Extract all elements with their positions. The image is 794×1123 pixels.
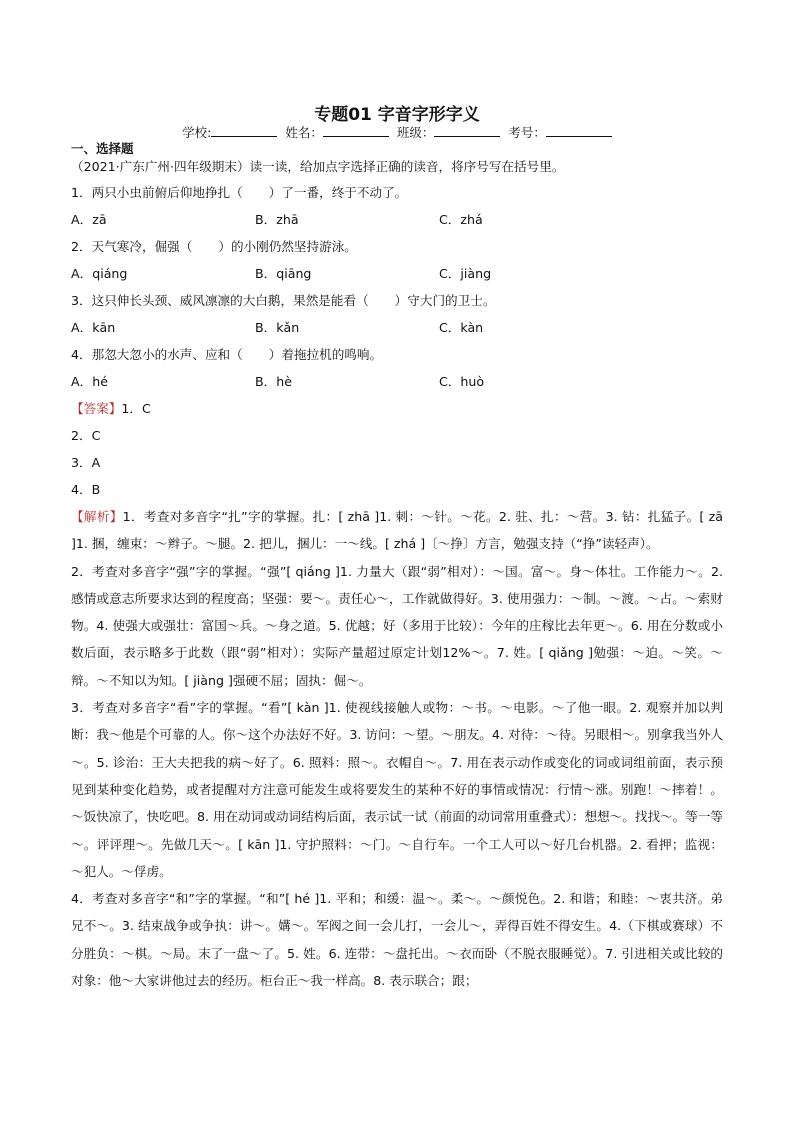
student-info-row [0, 123, 794, 141]
answer-2: 2．C [71, 428, 101, 443]
class-field[interactable] [434, 124, 500, 137]
analysis-paragraph-4: 4．考查对多音字“和”字的掌握。“和”[ hé ]1. 平和；和缓：温～。柔～。～颜悦色。2. 和谐；和睦：～衷共济。弟兄不～。3. 结束战争或争执：讲～。媾～。军阀之间一会儿打，一会儿～，弄得百姓不得安生。4.（下棋或赛球）不分胜负：～棋。～局。末了一盘～了。5. 姓。6. 连带：～盘托出。～衣而卧（不脱衣服睡觉）。7. 引进相关或比较的对象：他～大家讲他过去的经历。柜台正～我一样高。8. 表示联合；跟； [71, 891, 723, 989]
section-heading: 一、选择题 [71, 141, 134, 156]
question-stem-end: ）守大门的卫士。 [394, 293, 496, 308]
options-row [71, 368, 723, 395]
question-stem-end: ）了一番，终于不动了。 [268, 185, 408, 200]
option-c: C．huò [439, 374, 485, 389]
option-a: A．qiáng [71, 266, 128, 281]
content-area [71, 141, 723, 994]
question-item [71, 179, 723, 233]
option-b: B．qiāng [255, 266, 312, 281]
question-item [71, 287, 723, 341]
option-b: B．hè [255, 374, 292, 389]
answer-1: 1．C [121, 401, 151, 416]
answer-4: 4．B [71, 482, 101, 497]
option-a: A．hé [71, 374, 108, 389]
option-c: C．zhá [439, 212, 483, 227]
question-source: （2021·广东广州·四年级期末）读一读，给加点字选择正确的读音，将序号写在括号里。 [71, 159, 565, 174]
page-title: 专题01 字音字形字义 [314, 105, 480, 125]
option-b: B．kǎn [255, 320, 300, 335]
options-row [71, 206, 723, 233]
options-row [71, 260, 723, 287]
options-row [71, 314, 723, 341]
option-a: A．zā [71, 212, 107, 227]
analysis-paragraph-2: 2．考查对多音字“强”字的掌握。“强”[ qiáng ]1. 力量大（跟“弱”相对）：～国。富～。身～体壮。工作能力～。2. 感情或意志所要求达到的程度高；坚强：要～。责任心～，工作就做得好。3. 使用强力：～制。～渡。～占。～索财物。4. 使强大或强壮：富国～兵。～身之道。5. 优越；好（多用于比较）：今年的庄稼比去年更～。6. 用在分数或小数后面，表示略多于此数（跟“弱”相对）：实际产量超过原定计划12%～。7. 姓。[ qiǎng ]勉强：～迫。～笑。～辩。～不知以为知。[ jiàng ]强硬不屈；固执：倔～。 [71, 563, 723, 688]
question-stem-end: ）的小刚仍然坚持游泳。 [218, 239, 357, 254]
question-stem: 4．那忽大忽小的水声、应和（ [71, 347, 243, 362]
name-label: 姓名： [285, 125, 323, 140]
analysis-paragraph-1 [71, 503, 723, 558]
name-field[interactable] [323, 124, 389, 137]
analysis-text-1: 1．考查对多音字“扎”字的掌握。扎：[ zhā ]1. 刺：～针。～花。2. 驻、扎：～营。3. 钻：扎猛子。[ zā ]1. 捆，缠束：～辫子。～腿。2. 把儿，捆儿：一～线。[ zhá ]〔～挣〕方言，勉强支持（“挣”读轻声）。 [71, 509, 724, 552]
option-c: C．kàn [439, 320, 484, 335]
answer-label: 【答案】 [71, 401, 122, 416]
answer-line [71, 395, 723, 422]
option-b: B．zhā [255, 212, 299, 227]
question-stem-end: ）着拖拉机的鸣响。 [268, 347, 383, 362]
question-item [71, 233, 723, 287]
analysis-label: 【解析】 [71, 509, 123, 524]
question-stem: 1．两只小虫前俯后仰地挣扎（ [71, 185, 243, 200]
question-item [71, 341, 723, 395]
option-c: C．jiàng [439, 266, 492, 281]
analysis-paragraph-3: 3．考查对多音字“看”字的掌握。“看”[ kàn ]1. 使视线接触人或物：～书。～电影。～了他一眼。2. 观察并加以判断：我～他是个可靠的人。你～这个办法好不好。3. 访问：～望。～朋友。4. 对待：～待。另眼相～。别拿我当外人～。5. 诊治：王大夫把我的病～好了。6. 照料：照～。衣帽自～。7. 用在表示动作或变化的词或词组前面，表示预见到某种变化趋势，或者提醒对方注意可能发生或将要发生的某种不好的事情或情况：行情～涨。别跑！～摔着！。～饭快凉了，快吃吧。8. 用在动词或动词结构后面，表示试一试（前面的动词常用重叠式）：想想～。找找～。等一等～。评评理～。先做几天～。[ kān ]1. 守护照料：～门。～自行车。一个工人可以～好几台机器。2. 看押；监视：～犯人。～俘虏。 [71, 700, 724, 879]
option-a: A．kān [71, 320, 116, 335]
answer-3: 3．A [71, 455, 101, 470]
number-field[interactable] [546, 124, 612, 137]
question-stem: 2．天气寒冷，倔强（ [71, 239, 193, 254]
number-label: 考号： [508, 125, 546, 140]
school-field[interactable] [211, 124, 277, 137]
question-stem: 3．这只伸长头颈、威风凛凛的大白鹅，果然是能看（ [71, 293, 369, 308]
school-label: 学校: [182, 125, 212, 140]
class-label: 班级： [396, 125, 435, 140]
